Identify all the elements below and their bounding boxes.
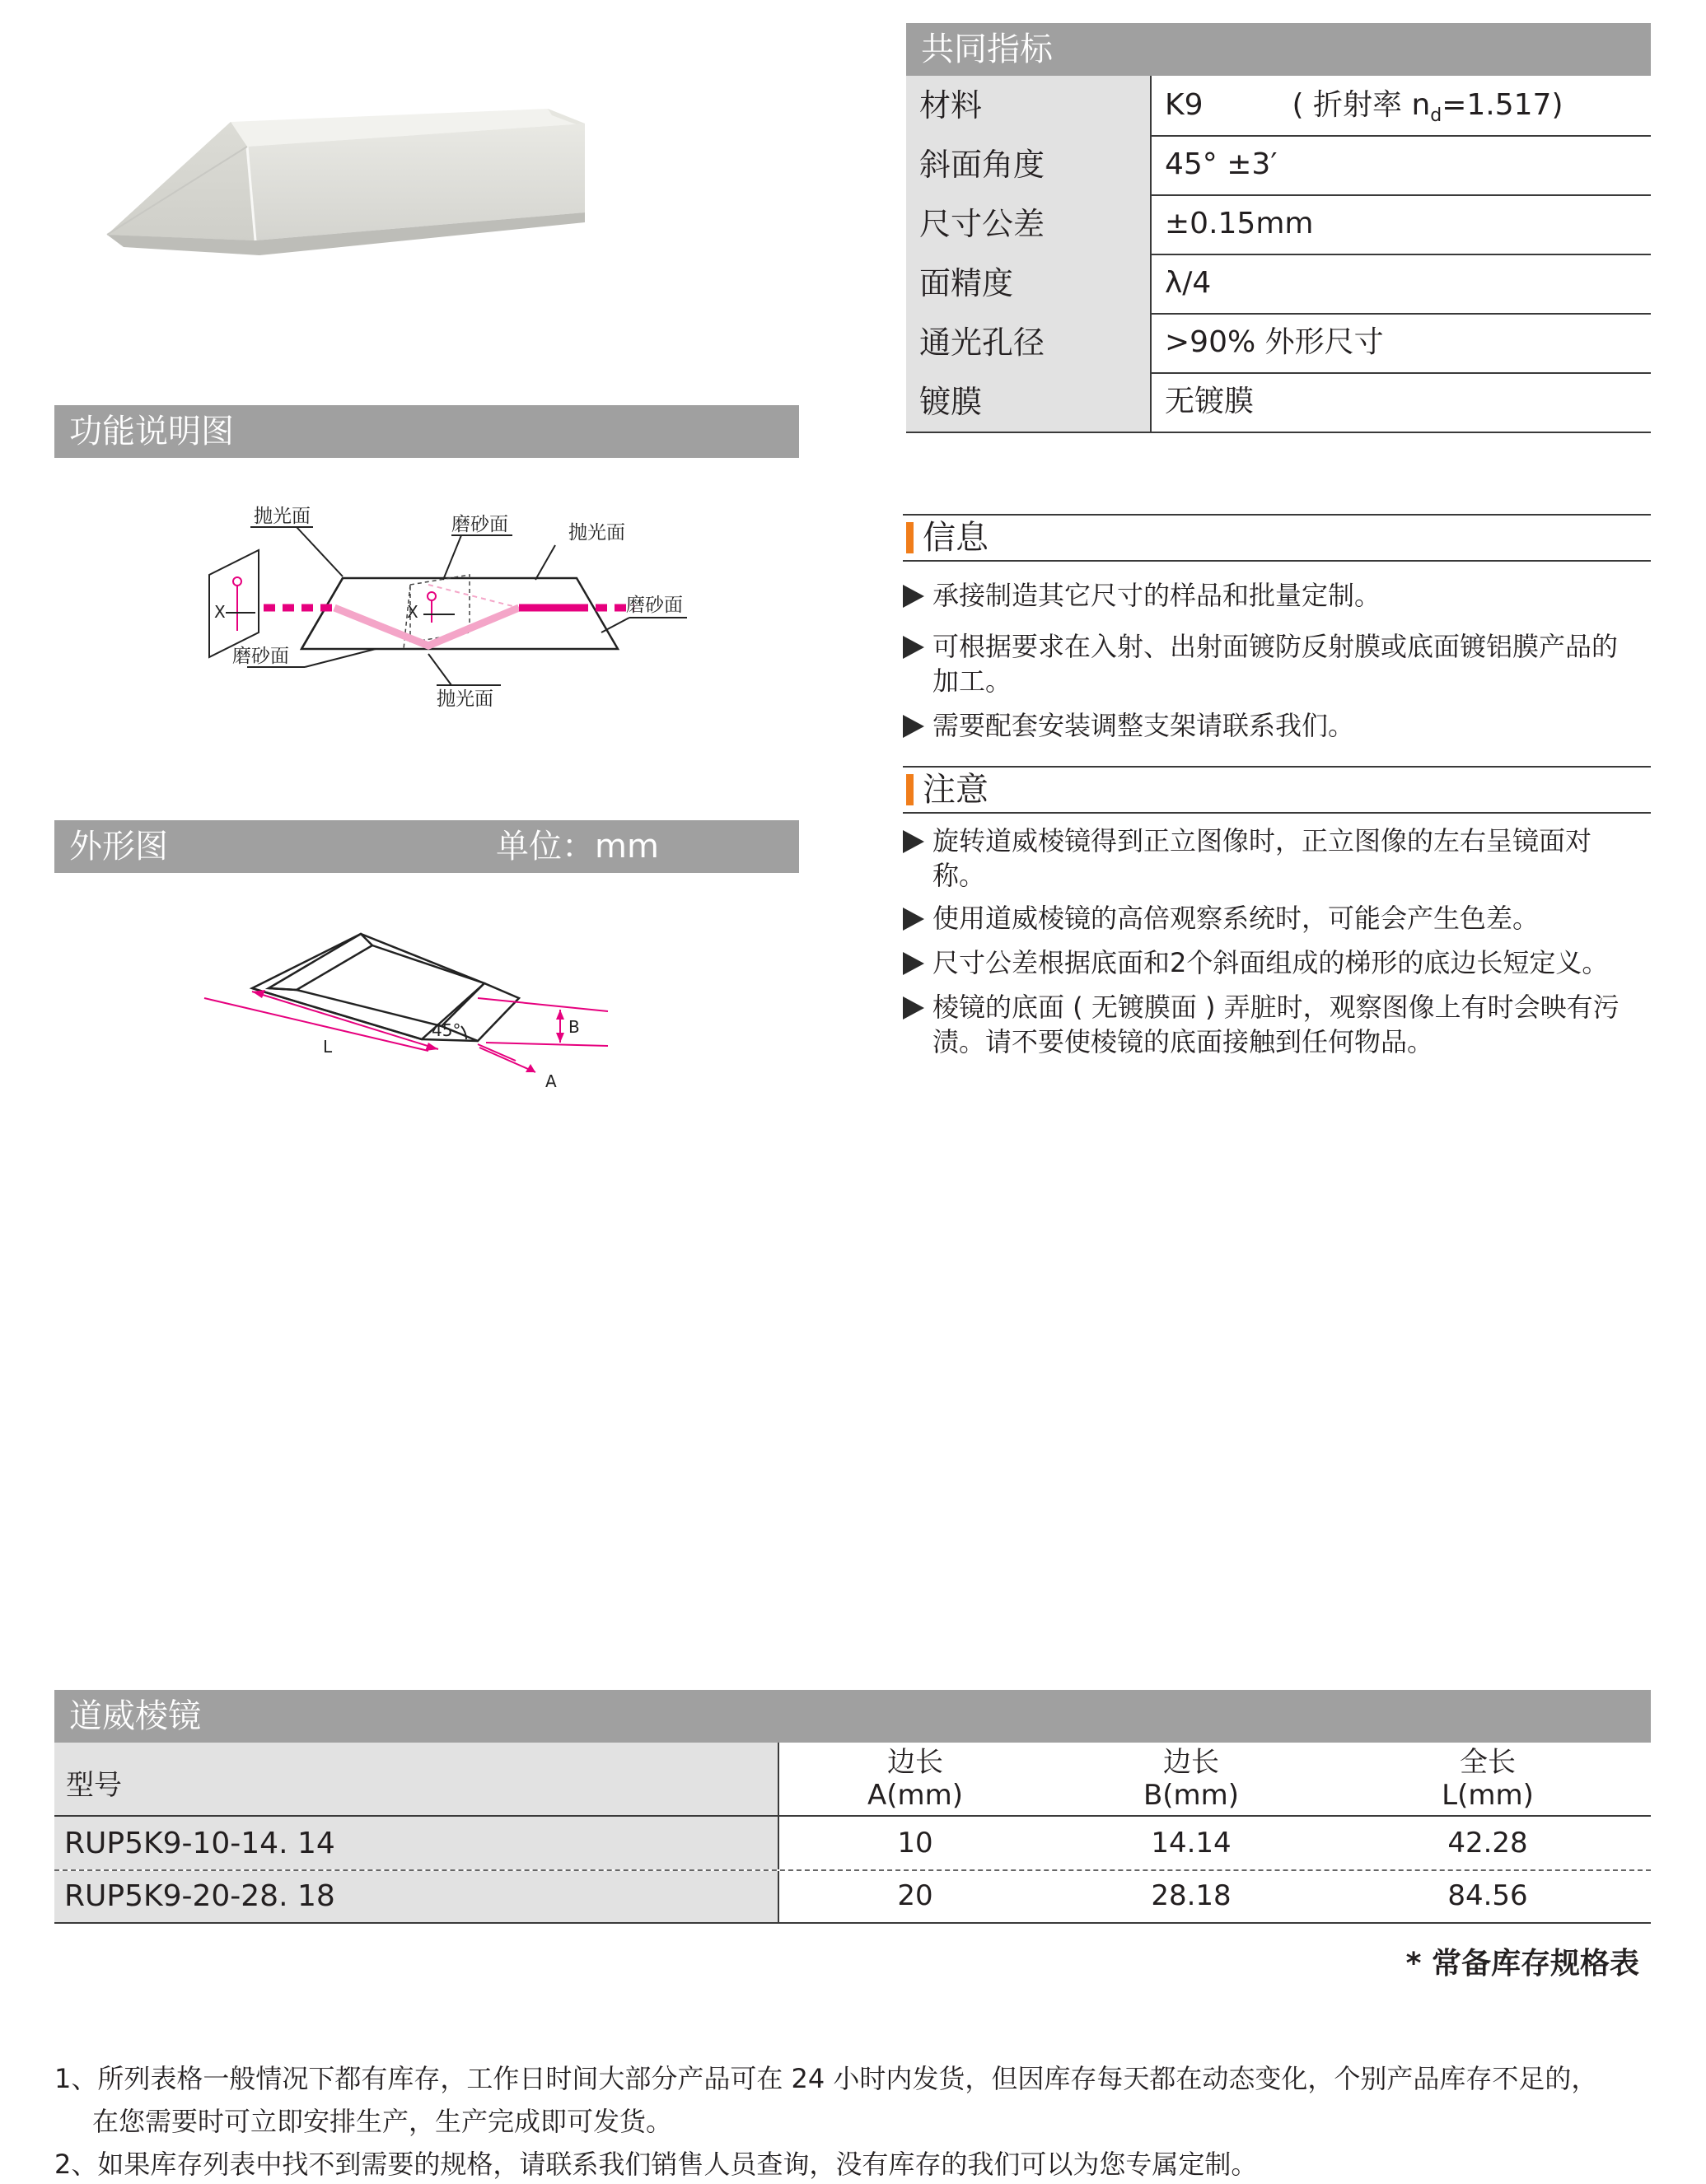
spec-value: ±0.15mm [1165,207,1314,240]
spec-key: 材料 [906,76,1150,135]
label-polished-bottom: 抛光面 [437,688,493,710]
spec-row-surface-accuracy [906,254,1651,315]
spec-table-header: 共同指标 [906,23,1651,76]
l-value: 84.56 [1447,1879,1528,1912]
spec-value: >90% 外形尺寸 [1165,325,1384,359]
outline-diagram-title: 外形图 [69,828,168,866]
col-a-header: 边长 A(mm) [867,1746,964,1812]
label-ground-bottom-left: 磨砂面 [232,646,289,667]
note-item: 旋转道威棱镜得到正立图像时，正立图像的左右呈镜面对称。 [903,824,1661,893]
label-polished-top-right: 抛光面 [568,522,625,544]
spec-value: 45° ±3′ [1165,147,1278,181]
triangle-bullet-icon [903,830,924,853]
refractive-index-suffix: =1.517) [1442,88,1563,122]
outline-diagram-header [54,820,799,873]
model-header-cell [54,1743,779,1815]
footnote-1-cont: 在您需要时可立即安排生产，生产完成即可发货。 [92,2106,673,2137]
product-table-title: 道威棱镜 [54,1690,1651,1743]
refractive-index-subscript: d [1430,105,1442,127]
footnote-2: 2、如果库存列表中找不到需要的规格，请联系我们销售人员查询，没有库存的我们可以为您专属定制。 [54,2149,1258,2180]
outline-diagram [198,922,626,1095]
b-value: 14.14 [1151,1827,1232,1860]
info-heading [903,514,1651,562]
spec-row-clear-aperture [906,313,1651,374]
triangle-bullet-icon [903,585,924,608]
info-item: 需要配套安装调整支架请联系我们。 [903,708,1661,743]
dim-label-L: L [323,1037,333,1057]
triangle-bullet-icon [903,996,924,1020]
heading-marker [906,522,914,553]
dim-label-A: A [545,1071,557,1091]
col-l-header: 全长 L(mm) [1442,1746,1534,1812]
info-title: 信息 [923,519,989,557]
spec-row-dimension-tolerance [906,194,1651,255]
a-value: 20 [897,1879,933,1912]
table-row [54,1871,1651,1924]
model-header: 型号 [66,1769,122,1802]
unit-label: 单位：mm [496,828,659,866]
spec-key: 斜面角度 [906,135,1150,194]
model-cell [54,1817,779,1869]
note-item: 使用道威棱镜的高倍观察系统时，可能会产生色差。 [903,901,1661,936]
b-value: 28.18 [1151,1879,1232,1912]
product-table-header-row [54,1743,1651,1817]
dim-label-B: B [568,1017,580,1037]
l-value: 42.28 [1447,1827,1528,1860]
spec-key: 面精度 [906,254,1150,313]
material-value: K9 [1165,88,1204,122]
model-name: RUP5K9-20-28. 18 [64,1879,335,1913]
info-item: 可根据要求在入射、出射面镀防反射膜或底面镀铝膜产品的加工。 [903,629,1661,698]
triangle-bullet-icon [903,636,924,659]
note-item: 棱镜的底面 ( 无镀膜面 ) 弄脏时，观察图像上有时会映有污渍。请不要使棱镜的底面接触到任何物品。 [903,990,1661,1059]
notes-heading [903,766,1651,814]
x-axis-label-mid: X [407,602,418,622]
note-item: 尺寸公差根据底面和2个斜面组成的梯形的底边长短定义。 [903,945,1661,980]
notes-title: 注意 [923,771,989,809]
col-b-header: 边长 B(mm) [1143,1746,1240,1812]
triangle-bullet-icon [903,715,924,738]
spec-value: 无镀膜 [1165,385,1255,418]
triangle-bullet-icon [903,952,924,975]
stock-note: * 常备库存规格表 [1405,1947,1639,1981]
spec-key: 通光孔径 [906,313,1150,372]
function-diagram [189,494,700,716]
table-row [54,1817,1651,1871]
spec-key: 尺寸公差 [906,194,1150,254]
a-value: 10 [897,1827,933,1860]
angle-label: 45° [432,1020,461,1040]
heading-marker [906,774,914,805]
function-diagram-header: 功能说明图 [54,405,799,458]
model-cell [54,1871,779,1922]
refractive-index-prefix: ( 折射率 n [1292,88,1431,122]
info-item: 承接制造其它尺寸的样品和批量定制。 [903,578,1661,613]
spec-row-coating [906,372,1651,433]
label-polished-top-left: 抛光面 [254,506,311,527]
spec-row-material [906,76,1651,137]
spec-value [1152,76,1563,135]
spec-key: 镀膜 [906,372,1150,432]
prism-photo [91,91,733,313]
label-ground-right: 磨砂面 [626,595,683,616]
model-name: RUP5K9-10-14. 14 [64,1827,335,1860]
label-ground-top: 磨砂面 [451,514,508,535]
spec-value: λ/4 [1165,266,1212,300]
spec-row-bevel-angle [906,135,1651,196]
footnote-1: 1、所列表格一般情况下都有库存，工作日时间大部分产品可在 24 小时内发货，但因库存每天都在动态变化，个别产品库存不足的， [54,2063,1598,2094]
x-axis-label-left: X [214,602,226,622]
triangle-bullet-icon [903,908,924,931]
